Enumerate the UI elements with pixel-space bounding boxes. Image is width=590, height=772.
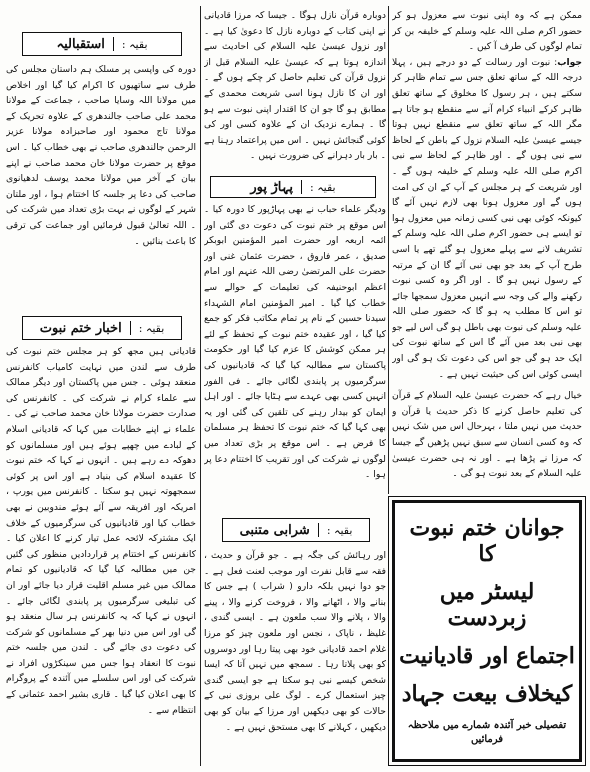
akhbar-text — [6, 344, 196, 764]
istiqbaliya-text — [6, 62, 196, 312]
heading-tag: بقیہ : — [326, 523, 353, 537]
answer-paragraph — [392, 55, 582, 382]
middle-top-paragraph: دوبارہ قرآن نازل ہوگا ۔ جیسا کہ مرزا قادیانی نے اپنی کتاب کے دوبارہ نازل کا دعویٰ کیا ہے ۔ اور نزول عیسیٰ علیہ السلام کی احادیث سے اندازہ ہوتا ہے کہ عیسیٰ علیہ السلام قبل از نزول قرآن کی تعلیم حاصل کر چکے ہوں گے ۔ اور ان کا نازل ہونا اسی شریعت محمدی کے مطابق ہو گا جو ان کا اقتدار اپنی نبوت سے ہو گا ۔ ہمارے نزدیک ان کے علاوہ کسی اور کی کوئی گنجائش نہیں ۔ اس میں پراعتماد رہنا ہے ۔ بار بار دہرانے کی ضرورت نہیں ۔ — [204, 10, 386, 162]
column-rule — [200, 6, 201, 766]
heading-divider — [301, 180, 302, 194]
ad-line-1: جوانان ختم نبوت کا — [409, 515, 565, 567]
heading-divider — [130, 321, 131, 335]
jawab-label: جواب — [557, 56, 582, 68]
heading-tag: بقیہ : — [310, 180, 336, 194]
ad-line-3: اجتماع اور قادیانیت — [399, 643, 575, 669]
istiqbaliya-paragraph: دورہ کی واپسی پر مسلک ہم داستان مجلس کی طرف سے ساتھیوں کا اکرام کیا گیا اور اخلاص میں مولانا اللہ وسایا صاحب ، جماعت کے مولانا محمد علی صاحب جالندھری کے علاوہ تحریک کے مولانا تاج محمود اور صاحبزادہ مولانا عزیز الرحمن جالندھری صاحب نے بھی خطاب کیا ۔ اس موقع پر حضرت مولانا خان محمد صاحب نے اپنے بیان کے آخر میں مولانا محمد یوسف لدھیانوی صاحب کی دعا پر جلسہ کا اختتام ہوا ، اور ملتان شہر کے لوگوں نے بہت بڑی تعداد میں شرکت کی ۔ اللہ تعالیٰ قبول فرمائیں اور جماعت کی ترقی کا باعث بنائیں ۔ — [6, 64, 196, 247]
intro-paragraph: ممکن ہے کہ وہ اپنی نبوت سے معزول ہو کر حضور اکرم صلی اللہ علیہ وسلم کے خلیفہ بن کر تمام لوگوں کی طرف آ کیں ۔ — [392, 10, 582, 53]
column-rule — [388, 6, 389, 494]
sharabi-paragraph: اور رہائش کی جگہ ہے ۔ جو قرآن و حدیث ، فقہ سے قابل نفرت اور موجب لعنت فعل ہے ۔ جو دوا نہیں بلکہ دارو ( شراب ) ہے جس کا بنانے والا ، اٹھانے والا ، فروخت کرنے والا ، پینے والا ، پلانے والا سب ملعون ہے ۔ ایسی گندی ، غلیظ ، ناپاک ، نجس اور ملعون چیز کو مرزا غلام احمد قادیانی خود بھی پیتا رہا اور دوسروں کو بھی پلاتا رہا ۔ سمجھ میں نہیں آتا کہ ایسا شخص کیسے نبی ہو سکتا ہے جو ایسی گندی چیز استعمال کرے ۔ لوگ علی بروزی نبی کے حالات کو بھی دیکھیں اور مرزا کے بیان کو بھی دیکھیں ، کہلانے کا بھی مستحق نہیں ہے ۔ — [204, 550, 386, 733]
ad-line-2: لیسٹر میں زبردست — [439, 579, 535, 631]
sharabi-heading — [222, 518, 370, 542]
pahar-pur-paragraph: ودیگر علماء حباب نے بھی پہاڑپور کا دورہ کیا ۔ اس موقع پر ختم نبوت کی دعوت دی گئی اور ائمہ اربعہ اور حضرت امیر المؤمنین ابوبکر صدیق ، عمر فاروق ، حضرت عثمان غنی اور حضرت علی المرتضیٰ رضی اللہ عنہم اور امام اعظم ابوحنیفہ کی تعلیمات کے حوالے سے خطاب کیا گیا ۔ امیر المؤمنین امام الشہداء سیدنا حسین کے نام پر تمام مکاتب فکر کو جمع کیا گیا ، اور عقیدہ ختم نبوت کے تحفظ کے لئے ہر ممکن کوشش کا عزم کیا گیا اور حکومت پاکستان سے مطالبہ کیا گیا کہ قادیانیوں کی سرگرمیوں پر پابندی لگائی جائے ۔ فی الفور انہیں کسی بھی عہدے سے ہٹایا جائے ۔ اور اہل ایمان کو بیدار رہنے کی تلقین کی گئی اور یہ بھی کہا گیا کہ ختم نبوت کا تحفظ ہر مسلمان کا فرض ہے ۔ اس موقع پر بڑی تعداد میں لوگوں نے شرکت کی اور تقریب کا اختتام دعا پر ہوا ۔ — [204, 204, 386, 481]
sharabi-text — [204, 548, 386, 764]
heading-tag: بقیہ : — [121, 37, 148, 51]
akhbar-paragraph: قادیانی ہیں مجھ کو ہر مجلس ختم نبوت کی طرف سے لندن میں نہایت کامیاب کانفرنس منعقد ہوئی ۔ جس میں پاکستان اور دیگر ممالک سے علماء کرام نے شرکت کی ۔ کانفرنس کی صدارت حضرت مولانا خان محمد صاحب نے کی ۔ علماء نے اپنے خطابات میں کہا کہ قادیانی اسلام کے لبادے میں چھپے ہوئے ہیں اور مسلمانوں کو دھوکہ دے رہے ہیں ۔ انہوں نے کہا کہ ختم نبوت کا عقیدہ اسلام کی بنیاد ہے اور اس پر کوئی سمجھوتہ نہیں ہو سکتا ۔ کانفرنس میں یورپ ، امریکہ اور افریقہ سے آئے ہوئے مندوبین نے بھی خطاب کیا اور قادیانیوں کی سرگرمیوں کے خلاف ایک مشترکہ لائحہ عمل تیار کرنے کا اعلان کیا ۔ کانفرنس کے اختتام پر قراردادیں منظور کی گئیں جن میں مطالبہ کیا گیا کہ قادیانیوں کو تمام ممالک میں غیر مسلم اقلیت قرار دیا جائے اور ان کی تبلیغی سرگرمیوں پر پابندی لگائی جائے ۔ انہوں نے کہا کہ یہ کانفرنس ہر سال منعقد ہو گی اور اس میں دنیا بھر کے مسلمانوں کو شرکت کی دعوت دی جائے گی ۔ لندن میں جلسہ ختم نبوت کا انعقاد ہوا جس میں سینکڑوں افراد نے شرکت کی اور اس سلسلے میں آئندہ کے پروگرام کا بھی اعلان کیا گیا ۔ قاری بشیر احمد عثمانی کے انتظام سے ۔ — [6, 346, 196, 716]
advertisement-box — [392, 500, 582, 762]
ad-line-4: کیخلاف بیعت جہاد — [401, 681, 573, 707]
right-column-text — [392, 8, 582, 496]
heading-title: شرابی متنبی — [239, 522, 310, 538]
pahar-pur-heading — [210, 176, 376, 198]
note-paragraph: خیال رہے کہ حضرت عیسیٰ علیہ السلام کے قرآن کی تعلیم حاصل کرنے کا ذکر حدیث یا قرآن و حدیث میں نہیں ملتا ، بہرحال اس میں شک نہیں کہ وہ کسی انسان سے سبق نہیں پڑھیں گے جیسا کہ مرزا نے پڑھا ہے ۔ اور نہ ہی حضرت عیسیٰ علیہ السلام کے بعد نبوت ہو گی ۔ — [392, 390, 582, 480]
heading-title: پہاڑ پور — [250, 179, 294, 195]
akhbar-heading — [22, 316, 182, 340]
middle-top-text — [204, 8, 386, 168]
answer-text: : نبوت اور رسالت کے دو درجے ہیں ، پہلا درجہ اللہ کے ساتھ تعلق جس سے تمام ظاہر کر سکتے ہیں ، ہر رسول کا مخلوق کے ساتھ تعلق ظاہر کرکے انبیاء کرام آنے سے منقطع ہو جاتا ہے مگر اللہ کے ساتھ تعلق سے منقطع نہیں ہوتا جیسے عیسیٰ علیہ السلام نزول کے باطن کے لحاظ سے نبی ہوں گے ۔ اور ظاہر کے لحاظ سے نبی اکرم صلی اللہ علیہ وسلم کے خلیفہ ہوں گے ۔ اور شریعت کے ہر مجلس کے آپ کے ان کی امت ہوں گے اور معزول ہونا بھی لازم نہیں آئے گا کیونکہ کوئی بھی نبی کسی زمانہ میں معزول ہوا تو ایسے ہی حضور اکرم صلی اللہ علیہ وسلم کے تشریف لانے سے پہلے معزول ہو گئے تھے یا اسی طرح آپ کے بعد جو بھی نبی آئے گا ان کے مرتبہ کے رسول نہیں ہو گا ۔ اور اگر وہ کسی نبوت رکھنے والے کی وجہ سے انہیں معزول سمجھا جائے تو اس کا مطلب یہ ہو گا کہ حضور صلی اللہ علیہ وسلم کی نبوت بھی باطل ہو گی اس لیے جو بھی نبی بعد میں آئے گا اس کے ساتھ نبوت کی ایک حد ہو گی جو اس کی دعوت تک ہو گی اور ایسی کوئی اس کی حیثیت نہیں ہے ۔ — [392, 56, 582, 380]
heading-title: اخبار ختم نبوت — [39, 320, 122, 336]
pahar-pur-text — [204, 202, 386, 502]
heading-title: استقبالیہ — [56, 36, 105, 52]
ad-footer: تفصیلی خبر آئندہ شمارے میں ملاحظہ فرمائیں — [407, 720, 567, 745]
heading-divider — [318, 523, 319, 537]
istiqbaliya-heading — [22, 32, 182, 56]
heading-tag: بقیہ : — [138, 321, 165, 335]
heading-divider — [113, 37, 114, 51]
